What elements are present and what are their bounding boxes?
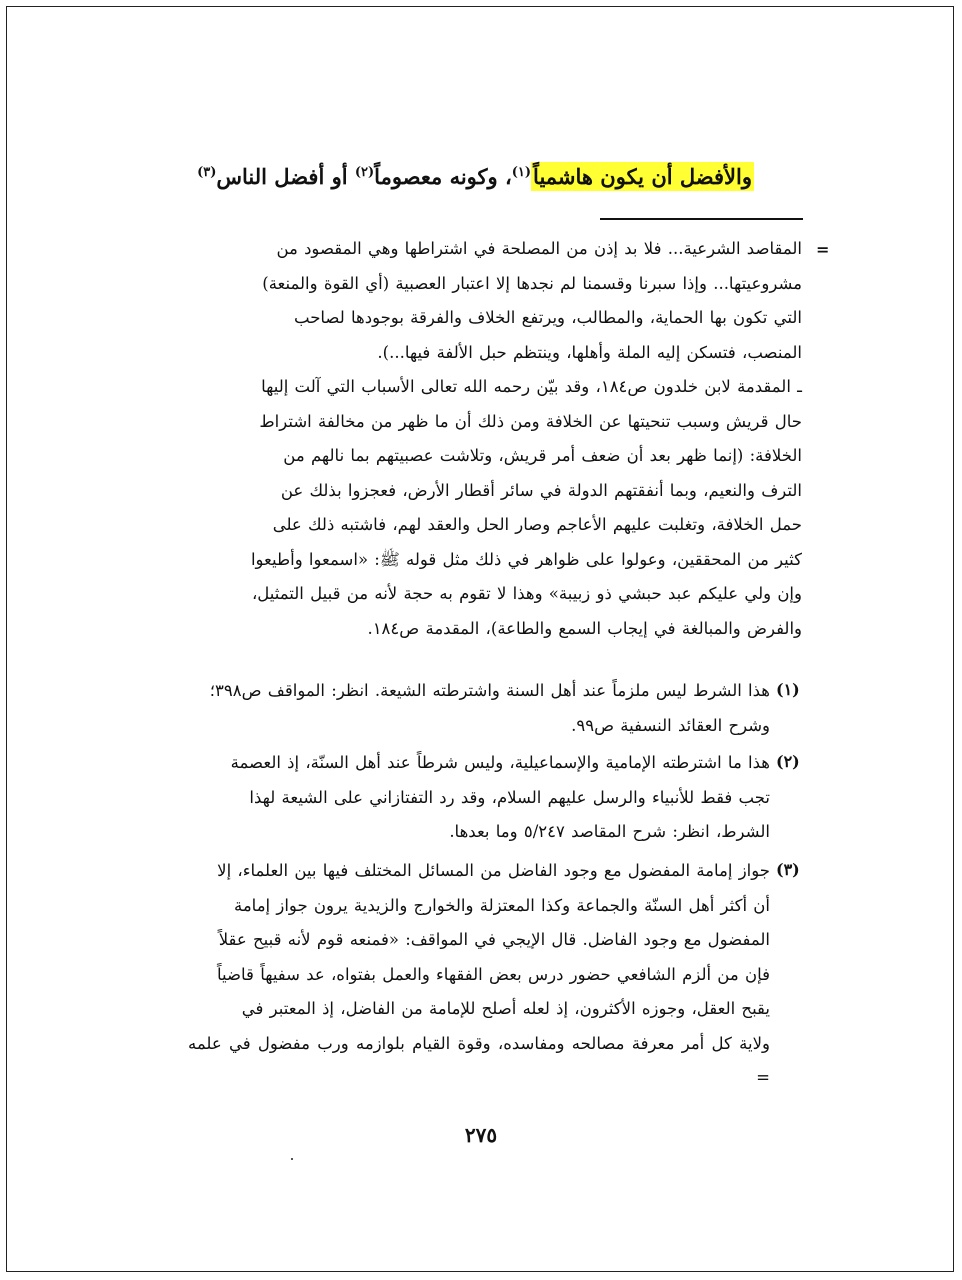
page-number: ٢٧٥ bbox=[464, 1123, 498, 1147]
note-line: المنصب، فتسكن إليه الملة وأهلها، وينتظم حبل الألفة فيها...). bbox=[377, 342, 802, 362]
continued-footnote bbox=[188, 232, 802, 646]
main-text-part-2: ، وكونه معصوماً bbox=[374, 164, 512, 189]
footnote-line: يقبح العقل، وجوزه الأكثرون، إذ لعله أصلح للإمامة من الفاضل، إذ المعتبر في bbox=[241, 999, 770, 1018]
footnote-line: هذا الشرط ليس ملزماً عند أهل السنة واشترطته الشيعة. انظر: المواقف ص٣٩٨؛ bbox=[209, 681, 770, 700]
scan-speck bbox=[291, 1158, 293, 1160]
note-line: مشروعيتها... وإذا سبرنا وقسمنا لم نجدها إلا اعتبار العصبية (أي القوة والمنعة) bbox=[262, 273, 802, 293]
main-text-line bbox=[197, 158, 754, 192]
continuation-marker: = bbox=[816, 240, 830, 259]
note-line: حال قريش وسبب تنحيتها عن الخلافة ومن ذلك أن ما ظهر من مخالفة اشتراط bbox=[259, 411, 802, 431]
footnote-1 bbox=[188, 674, 770, 743]
footnote-3 bbox=[188, 854, 770, 1096]
footnote-line: الشرط، انظر: شرح المقاصد ٥/٢٤٧ وما بعدها. bbox=[449, 822, 770, 841]
footnote-line: تجب فقط للأنبياء والرسل عليهم السلام، وقد رد التفتازاني على الشيعة لهذا bbox=[249, 787, 770, 807]
note-line: والفرض والمبالغة في إيجاب السمع والطاعة)، المقدمة ص١٨٤. bbox=[367, 618, 802, 638]
footnote-line: ولاية كل أمر معرفة مصالحه ومفاسده، وقوة القيام بلوازمه ورب مفضول في علمه = bbox=[188, 1033, 770, 1087]
footnote-2 bbox=[188, 746, 770, 850]
footnote-line: جواز إمامة المفضول مع وجود الفاضل من المسائل المختلف فيها بين العلماء، إلا bbox=[217, 861, 770, 880]
footnote-line: وشرح العقائد النسفية ص٩٩. bbox=[571, 715, 770, 735]
note-line: كثير من المحققين، وعولوا على ظواهر في ذلك مثل قوله ﷺ: «اسمعوا وأطيعوا bbox=[250, 549, 802, 569]
note-line: حمل الخلافة، وتغلبت عليهم الأعاجم وصار الحل والعقد لهم، فاشتبه ذلك على bbox=[272, 515, 802, 534]
highlighted-text: والأفضل أن يكون هاشمياً bbox=[533, 164, 752, 189]
note-line: المقاصد الشرعية... فلا بد إذن من المصلحة في اشتراطها وهي المقصود من bbox=[276, 239, 802, 258]
note-line: ـ المقدمة لابن خلدون ص١٨٤، وقد بيّن رحمه الله تعالى الأسباب التي آلت إليها bbox=[261, 377, 802, 396]
main-text-part-3: أو أفضل الناس bbox=[216, 164, 355, 189]
footnote-line: هذا ما اشترطته الإمامية والإسماعيلية، وليس شرطاً عند أهل السنّة، إذ العصمة bbox=[230, 753, 770, 772]
footnote-ref-1[interactable]: (١) bbox=[511, 165, 532, 180]
footnote-number-1: (١) bbox=[776, 680, 800, 699]
footnote-ref-3[interactable]: (٣) bbox=[197, 165, 217, 180]
footnote-separator bbox=[600, 218, 803, 220]
footnote-line: فإن من ألزم الشافعي حضور درس بعض الفقهاء والعمل بفتواه، عد سفيهاً قاضياً bbox=[217, 964, 770, 984]
note-line: التي تكون بها الحماية، والمطالب، ويرتفع الخلاف والفرقة بوجودها لصاحب bbox=[294, 308, 802, 327]
footnote-line: أن أكثر أهل السنّة والجماعة وكذا المعتزلة والخوارج والزيدية يرون جواز إمامة bbox=[233, 895, 770, 915]
note-line: الخلافة: (إنما ظهر بعد أن ضعف أمر قريش، وتلاشت عصبيتهم بما نالهم من bbox=[283, 446, 802, 465]
footnote-number-2: (٢) bbox=[776, 752, 800, 771]
note-line: وإن ولي عليكم عبد حبشي ذو زبيبة» وهذا لا تقوم به حجة لأنه من قبيل التمثيل، bbox=[251, 584, 802, 603]
note-line: الترف والنعيم، وبما أنفقتهم الدولة في سائر أقطار الأرض، فعجزوا بذلك عن bbox=[280, 480, 802, 500]
footnote-number-3: (٣) bbox=[776, 860, 800, 879]
footnote-line: المفضول مع وجود الفاضل. قال الإيجي في المواقف: «فمنعه قوم لأنه قبيح عقلاً bbox=[218, 930, 770, 949]
footnote-ref-2[interactable]: (٢) bbox=[354, 165, 375, 180]
